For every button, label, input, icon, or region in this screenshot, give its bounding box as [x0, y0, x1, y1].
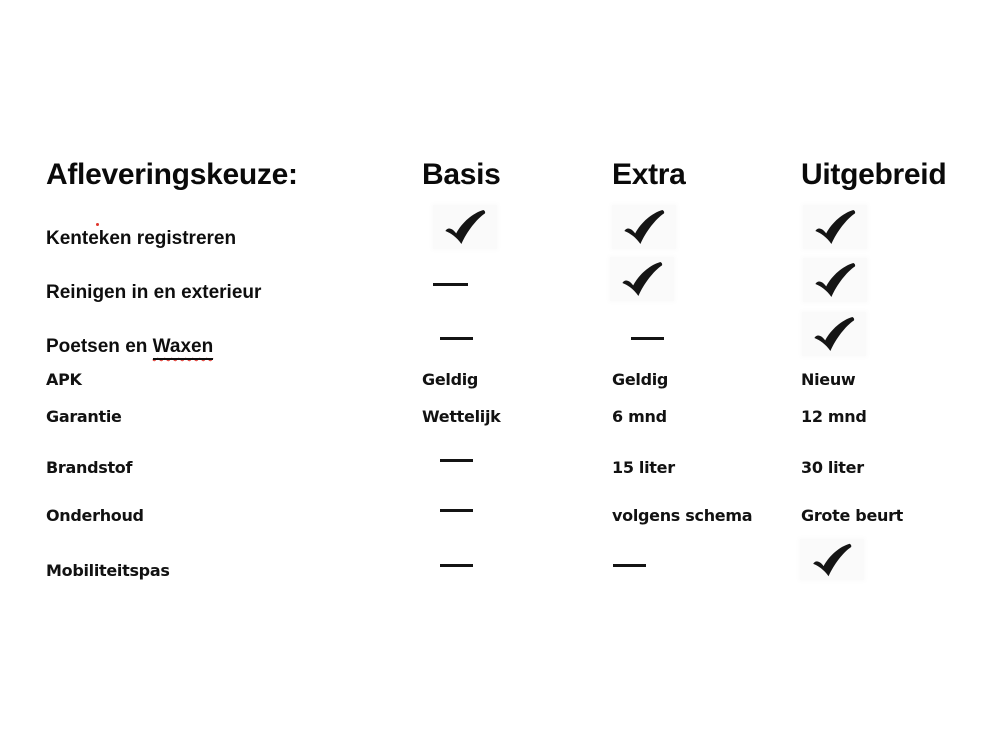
- row-label-onderhoud: Onderhoud: [46, 506, 144, 525]
- row-label-kenteken-registreren: Kenteken registreren: [46, 228, 237, 249]
- check-icon: [800, 539, 864, 580]
- cell-apk-extra: Geldig: [612, 370, 669, 389]
- misspelled-word: Waxen: [152, 336, 214, 357]
- dash-icon: [440, 459, 473, 462]
- cell-onderhoud-uitgebreid: Grote beurt: [801, 506, 904, 525]
- row-label-brandstof: Brandstof: [46, 458, 133, 477]
- cell-garantie-extra: 6 mnd: [612, 407, 667, 426]
- check-icon: [612, 205, 676, 249]
- column-header-basis: Basis: [422, 158, 501, 191]
- column-header-extra: Extra: [612, 158, 686, 191]
- cell-garantie-uitgebreid: 12 mnd: [801, 407, 867, 426]
- cell-onderhoud-extra: volgens schema: [612, 506, 753, 525]
- cell-apk-uitgebreid: Nieuw: [801, 370, 856, 389]
- cell-apk-basis: Geldig: [422, 370, 479, 389]
- row-label-apk: APK: [46, 370, 82, 389]
- cell-brandstof-extra: 15 liter: [612, 458, 675, 477]
- dash-icon: [433, 283, 468, 286]
- dash-icon: [440, 509, 473, 512]
- check-icon: [803, 205, 867, 249]
- row-label-garantie: Garantie: [46, 407, 122, 426]
- dash-icon: [613, 564, 646, 567]
- label-text: Poetsen en: [46, 336, 153, 357]
- check-icon: [803, 258, 867, 302]
- check-icon: [433, 205, 497, 249]
- column-header-uitgebreid: Uitgebreid: [801, 158, 947, 191]
- row-label-reinigen: Reinigen in en exterieur: [46, 282, 262, 303]
- check-icon: [610, 257, 674, 301]
- row-label-mobiliteitspas: Mobiliteitspas: [46, 561, 170, 580]
- dash-icon: [440, 337, 473, 340]
- spellcheck-dot: [96, 223, 99, 226]
- cell-brandstof-uitgebreid: 30 liter: [801, 458, 864, 477]
- row-label-poetsen: [46, 337, 213, 356]
- dash-icon: [440, 564, 473, 567]
- dash-icon: [631, 337, 664, 340]
- check-icon: [802, 312, 866, 356]
- cell-garantie-basis: Wettelijk: [422, 407, 501, 426]
- page-title: Afleveringskeuze:: [46, 158, 298, 191]
